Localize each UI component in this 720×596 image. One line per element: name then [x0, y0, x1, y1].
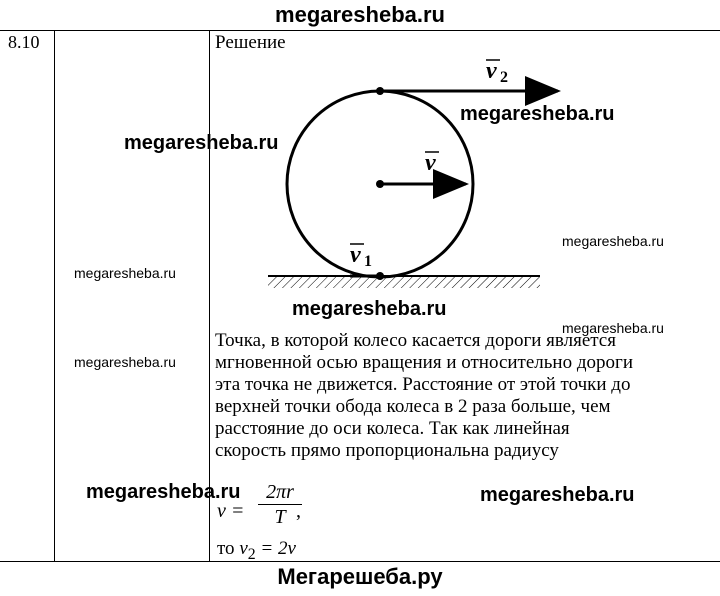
watermark: megaresheba.ru: [562, 320, 664, 336]
formula-lhs: v =: [217, 500, 245, 522]
table-col-divider-1: [54, 30, 55, 561]
label-v1: v: [350, 242, 361, 268]
solution-text: [215, 330, 710, 462]
ground-hatch: [268, 276, 540, 288]
label-v: v: [425, 150, 436, 176]
watermark: megaresheba.ru: [74, 354, 176, 370]
watermark: megaresheba.ru: [292, 298, 447, 320]
conclusion-rest: = 2v: [255, 538, 296, 559]
label-v1-sub: 1: [364, 253, 372, 270]
site-watermark-top: megaresheba.ru: [275, 2, 445, 27]
problem-number: 8.10: [8, 32, 40, 52]
watermark: megaresheba.ru: [480, 484, 635, 506]
label-v2: v: [486, 58, 497, 84]
watermark: megaresheba.ru: [74, 265, 176, 281]
table-top-border: [0, 30, 720, 31]
conclusion-var: v: [239, 538, 248, 559]
site-watermark-bottom: Мегарешеба.ру: [277, 564, 443, 589]
formula-numerator: 2πr: [266, 481, 294, 503]
solution-line: мгновенной осью вращения и относительно дороги: [215, 352, 633, 373]
watermark: megaresheba.ru: [86, 481, 241, 503]
label-v2-sub: 2: [500, 69, 508, 86]
conclusion: [217, 538, 296, 564]
conclusion-sub: 2: [247, 545, 256, 563]
table-bottom-border: [0, 561, 720, 562]
watermark: megaresheba.ru: [124, 132, 279, 154]
solution-line: Точка, в которой колесо касается дороги является: [215, 330, 616, 351]
conclusion-prefix: то: [217, 538, 240, 559]
solution-line: скорость прямо пропорциональна радиусу: [215, 440, 559, 461]
solution-line: эта точка не движется. Расстояние от этой точки до: [215, 374, 631, 395]
solution-line: верхней точки обода колеса в 2 раза больше, чем: [215, 396, 611, 417]
formula-denominator: T: [274, 506, 286, 528]
solution-heading: Решение: [215, 32, 286, 53]
watermark: megaresheba.ru: [460, 103, 615, 125]
watermark: megaresheba.ru: [562, 233, 664, 249]
rolling-wheel-diagram: [250, 40, 570, 300]
formula-tail: ,: [296, 500, 301, 522]
solution-line: расстояние до оси колеса. Так как линейная: [215, 418, 570, 439]
